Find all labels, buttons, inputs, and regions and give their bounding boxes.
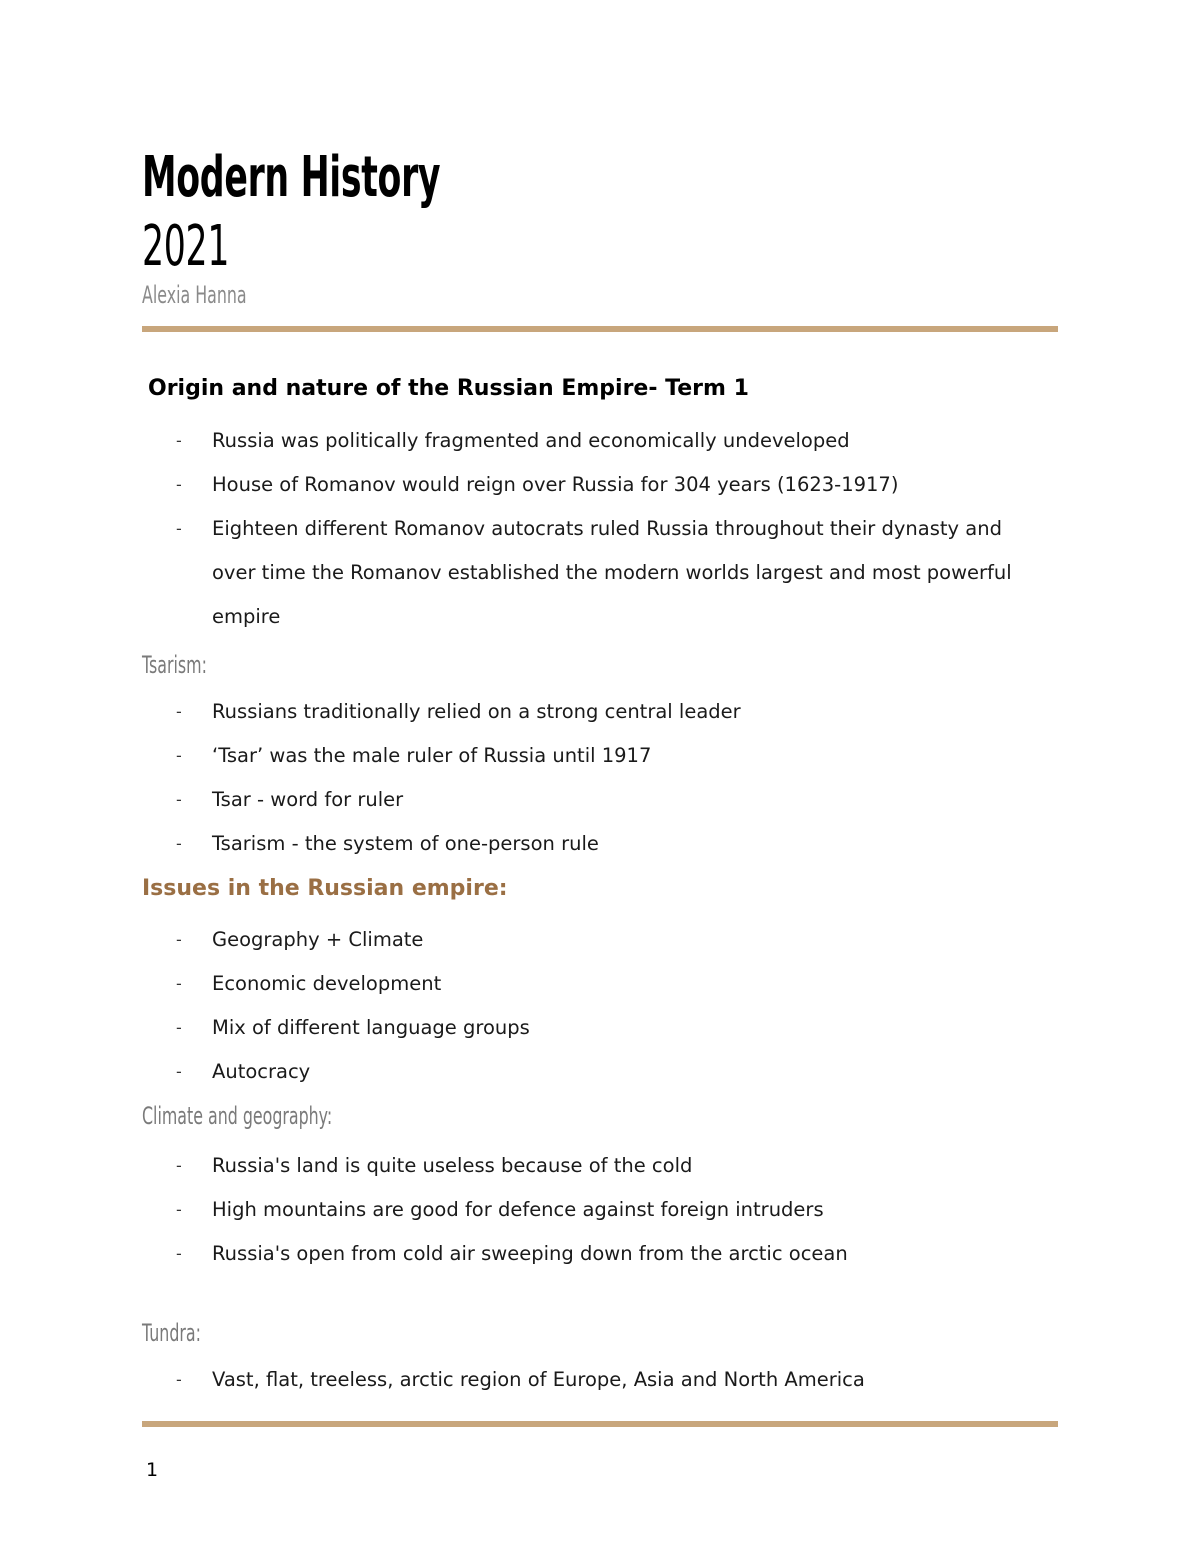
list-item — [0, 419, 1042, 463]
list-item — [0, 962, 1042, 1006]
list-item — [0, 507, 1042, 639]
bullet-dash: - — [176, 1062, 182, 1081]
list-item-text: Tsarism - the system of one-person rule — [212, 832, 599, 855]
bullet-dash: - — [176, 1200, 182, 1219]
bullet-list-issues — [0, 918, 1042, 1094]
bullet-list-tsarism — [0, 690, 1042, 866]
list-item — [0, 1144, 1042, 1188]
document-year: 2021 — [142, 214, 230, 279]
list-item-text: Tsar - word for ruler — [212, 788, 404, 811]
subheading-tundra: Tundra: — [142, 1319, 201, 1347]
author-name: Alexia Hanna — [142, 281, 247, 309]
list-item-text: Vast, flat, treeless, arctic region of Europe, Asia and North America — [212, 1368, 865, 1391]
list-item-text: High mountains are good for defence against foreign intruders — [212, 1198, 824, 1221]
subheading-climate: Climate and geography: — [142, 1102, 333, 1130]
subheading-tsarism: Tsarism: — [142, 651, 207, 679]
list-item — [0, 822, 1042, 866]
bullet-dash: - — [176, 1018, 182, 1037]
section-heading-origin: Origin and nature of the Russian Empire- Term 1 — [148, 376, 749, 401]
list-item — [0, 1358, 1042, 1402]
list-item — [0, 1006, 1042, 1050]
list-item-text: Russia's open from cold air sweeping down from the arctic ocean — [212, 1242, 848, 1265]
section-heading-issues: Issues in the Russian empire: — [142, 876, 508, 901]
bullet-list-origin — [0, 419, 1042, 639]
list-item-text: House of Romanov would reign over Russia for 304 years (1623-1917) — [212, 473, 899, 496]
list-item — [0, 1050, 1042, 1094]
list-item — [0, 1188, 1042, 1232]
list-item-text: Geography + Climate — [212, 928, 424, 951]
bullet-list-climate — [0, 1144, 1042, 1276]
list-item — [0, 918, 1042, 962]
bullet-dash: - — [176, 475, 182, 494]
header-divider — [142, 326, 1058, 332]
bullet-dash: - — [176, 930, 182, 949]
footer-divider — [142, 1421, 1058, 1427]
bullet-dash: - — [176, 1156, 182, 1175]
list-item — [0, 690, 1042, 734]
list-item — [0, 1232, 1042, 1276]
page-number: 1 — [146, 1459, 159, 1481]
bullet-dash: - — [176, 1370, 182, 1389]
list-item-text: Russia was politically fragmented and economically undeveloped — [212, 429, 850, 452]
bullet-list-tundra — [0, 1358, 1042, 1402]
bullet-dash: - — [176, 519, 182, 538]
list-item-text: ‘Tsar’ was the male ruler of Russia until 1917 — [212, 744, 652, 767]
list-item-text: Eighteen different Romanov autocrats ruled Russia throughout their dynasty and over time the Romanov established the modern worlds largest and most powerful empire — [212, 517, 1012, 628]
bullet-dash: - — [176, 431, 182, 450]
list-item-text: Autocracy — [212, 1060, 311, 1083]
bullet-dash: - — [176, 702, 182, 721]
list-item-text: Russia's land is quite useless because of the cold — [212, 1154, 693, 1177]
bullet-dash: - — [176, 1244, 182, 1263]
list-item — [0, 463, 1042, 507]
list-item-text: Mix of different language groups — [212, 1016, 530, 1039]
bullet-dash: - — [176, 834, 182, 853]
list-item — [0, 778, 1042, 822]
bullet-dash: - — [176, 790, 182, 809]
bullet-dash: - — [176, 746, 182, 765]
list-item-text: Russians traditionally relied on a strong central leader — [212, 700, 741, 723]
bullet-dash: - — [176, 974, 182, 993]
document-title: Modern History — [142, 145, 441, 210]
list-item-text: Economic development — [212, 972, 442, 995]
list-item — [0, 734, 1042, 778]
